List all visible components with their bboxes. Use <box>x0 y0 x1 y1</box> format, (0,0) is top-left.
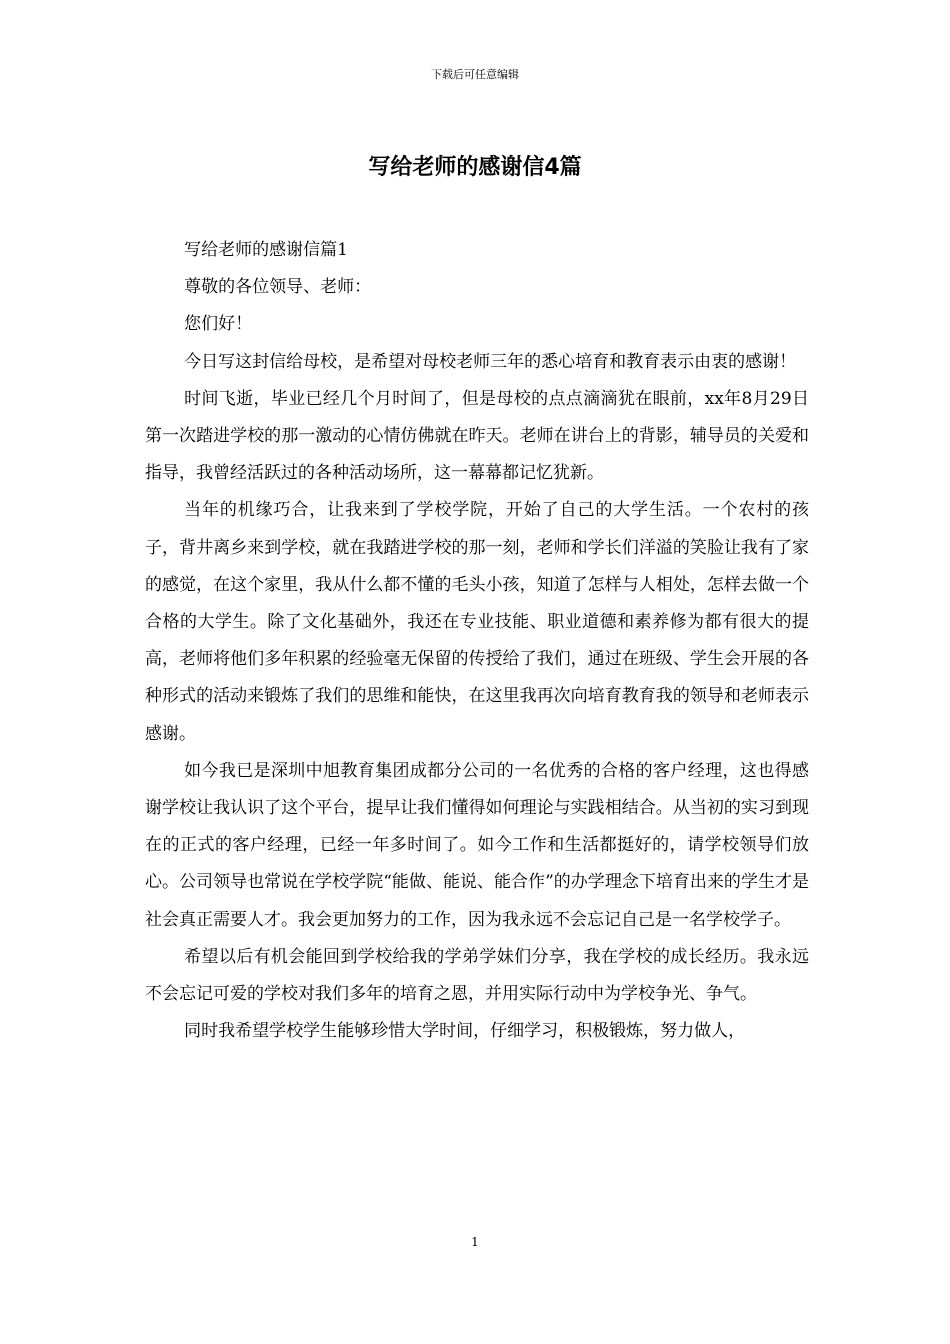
body-paragraph: 如今我已是深圳中旭教育集团成都分公司的一名优秀的合格的客户经理，这也得感谢学校让我认识了这个平台，提早让我们懂得如何理论与实践相结合。从当初的实习到现在的正式的客户经理，已经一年多时间了。如今工作和生活都挺好的，请学校领导们放心。公司领导也常说在学校学院“能做、能说、能合作”的办学理念下培育出来的学生才是社会真正需要人才。我会更加努力的工作，因为我永远不会忘记自己是一名学校学子。 <box>145 760 809 930</box>
body-paragraph: 希望以后有机会能回到学校给我的学弟学妹们分享，我在学校的成长经历。我永远不会忘记可爱的学校对我们多年的培育之恩，并用实际行动中为学校争光、争气。 <box>145 946 809 1005</box>
body-paragraph: 同时我希望学校学生能够珍惜大学时间，仔细学习，积极锻炼，努力做人， <box>184 1021 746 1042</box>
document-title: 写给老师的感谢信4篇 <box>368 155 582 180</box>
salutation: 尊敬的各位领导、老师： <box>184 277 372 298</box>
header-note: 下载后可任意编辑 <box>431 68 519 81</box>
document-body <box>145 232 809 1050</box>
body-paragraph: 时间飞逝，毕业已经几个月时间了，但是母校的点点滴滴犹在眼前，xx年8月29日第一次踏进学校的那一激动的心情仿佛就在昨天。老师在讲台上的背影，辅导员的关爱和指导，我曾经活跃过的各种活动场所，这一幕幕都记忆犹新。 <box>145 388 809 484</box>
body-paragraph: 当年的机缘巧合，让我来到了学校学院，开始了自己的大学生活。一个农村的孩子，背井离乡来到学校，就在我踏进学校的那一刻，老师和学长们洋溢的笑脸让我有了家的感觉，在这个家里，我从什么都不懂的毛头小孩，知道了怎样与人相处，怎样去做一个合格的大学生。除了文化基础外，我还在专业技能、职业道德和素养修为都有很大的提高，老师将他们多年积累的经验毫无保留的传授给了我们，通过在班级、学生会开展的各种形式的活动来锻炼了我们的思维和能快，在这里我再次向培育教育我的领导和老师表示感谢。 <box>145 500 809 744</box>
section-heading: 写给老师的感谢信篇1 <box>184 240 348 260</box>
greeting: 您们好！ <box>184 314 253 335</box>
page-number: 1 <box>471 1235 479 1249</box>
body-paragraph: 今日写这封信给母校，是希望对母校老师三年的悉心培育和教育表示由衷的感谢！ <box>184 351 797 372</box>
